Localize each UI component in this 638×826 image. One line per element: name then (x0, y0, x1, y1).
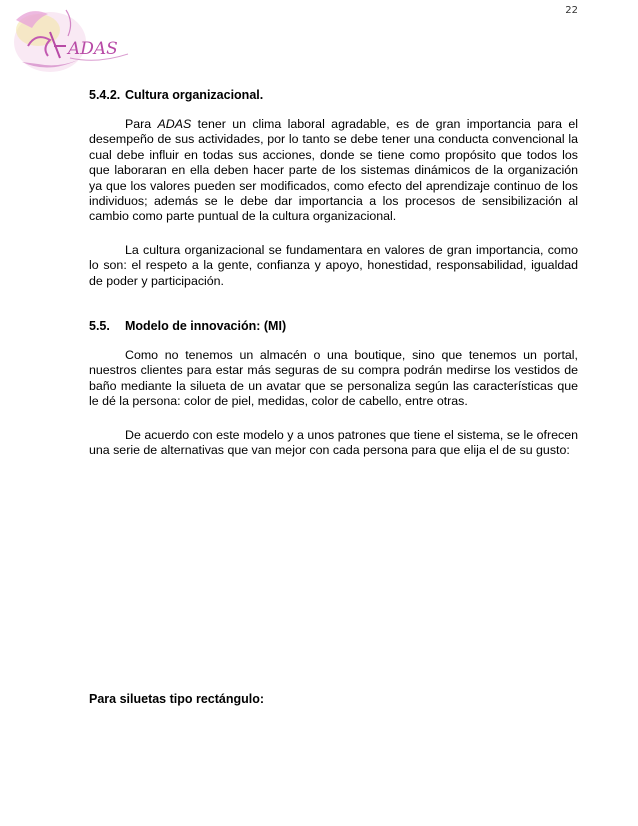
paragraph-modelo-1: Como no tenemos un almacén o una boutique, sino que tenemos un portal, nuestros clientes para estar más seguras de su compra podrán medirse los vestidos de baño mediante la silueta de un avatar que se personaliza según las características que le dé la persona: color de piel, medidas, color de cabello, entre otras. (89, 348, 578, 409)
siluetas-rectangulo-heading: Para siluetas tipo rectángulo: (89, 692, 265, 706)
svg-text:ADAS: ADAS (68, 39, 118, 59)
section-heading-5-5: 5.5. Modelo de innovación: (MI) (89, 319, 287, 334)
paragraph-modelo-2: De acuerdo con este modelo y a unos patrones que tiene el sistema, se le ofrecen una serie de alternativas que van mejor con cada persona para que elija el de su gusto: (89, 427, 578, 458)
document-body (89, 88, 578, 459)
paragraph-cultura-2: La cultura organizacional se fundamentara en valores de gran importancia, como lo son: el respeto a la gente, confianza y apoyo, honestidad, responsabilidad, igualdad de poder y participación. (89, 242, 578, 288)
page-number: 22 (565, 5, 578, 16)
paragraph-cultura-1: Para ADAS tener un clima laboral agradable, es de gran importancia para el desempeño de sus actividades, por lo tanto se debe tener una conducta convencional la cual debe influir en todas sus acciones, donde se tiene como propósito que todos los que laboraran en ella deben hacer parte de los sistemas dinámicos de la organización ya que los valores pueden ser modificados, como efecto del aprendizaje continuo de los individuos; además se le debe dar importancia a los procesos de sensibilización al cambio como parte puntual de la cultura organizacional. (89, 117, 578, 224)
adas-logo (8, 2, 148, 82)
section-heading-5-4-2: 5.4.2. Cultura organizacional. (89, 88, 264, 102)
